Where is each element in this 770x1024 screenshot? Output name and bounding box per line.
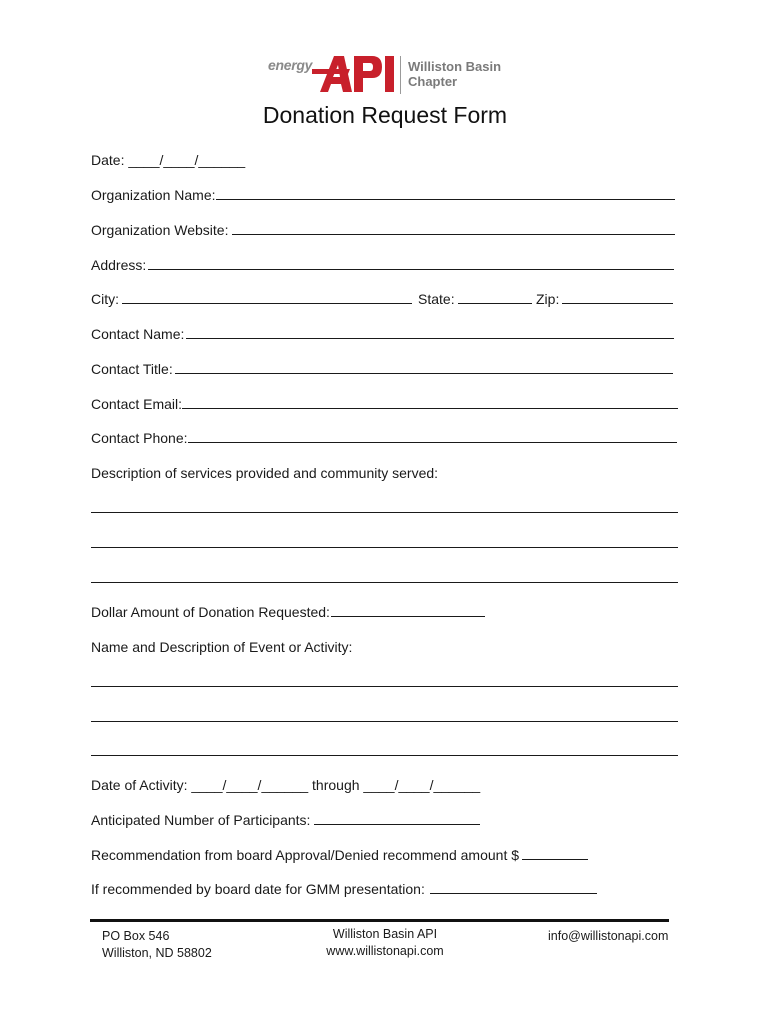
energy-api-logo [268,52,508,98]
participants-label: Anticipated Number of Participants: [91,812,311,828]
date-field[interactable]: Date: ____/____/______ [91,152,246,168]
state-label: State: [418,291,455,307]
recommend-amount-input-line[interactable] [522,859,588,860]
description-input-line[interactable] [91,547,678,548]
org-name-input-line[interactable] [216,199,675,200]
description-label: Description of services provided and community served: [91,465,439,481]
footer-address [102,928,212,962]
event-input-line[interactable] [91,686,678,687]
footer-org [300,926,470,960]
gmm-date-input-line[interactable] [430,893,597,894]
gmm-date-label: If recommended by board date for GMM presentation: [91,881,425,897]
zip-input-line[interactable] [562,303,673,304]
contact-email-label: Contact Email: [91,396,183,412]
footer-website-link[interactable]: www.willistonapi.com [326,944,444,958]
state-input-line[interactable] [458,303,532,304]
org-website-input-line[interactable] [232,234,675,235]
contact-title-input-line[interactable] [175,373,673,374]
description-input-line[interactable] [91,582,678,583]
city-label: City: [91,291,119,307]
recommendation-label: Recommendation from board Approval/Denied recommend amount $ [91,847,520,863]
event-label: Name and Description of Event or Activity: [91,639,353,655]
footer-divider [90,919,669,922]
logo-divider [400,56,401,94]
event-input-line[interactable] [91,755,678,756]
footer-city: Williston, ND 58802 [102,946,212,960]
contact-name-input-line[interactable] [186,338,674,339]
date-of-activity-field[interactable]: Date of Activity: ____/____/______ through ____/____/______ [91,777,481,793]
footer-org-name: Williston Basin API [332,927,438,941]
org-website-label: Organization Website: [91,222,229,238]
description-input-line[interactable] [91,512,678,513]
contact-title-label: Contact Title: [91,361,173,377]
participants-input-line[interactable] [314,824,480,825]
footer-email-link[interactable]: info@willistonapi.com [548,929,669,943]
event-input-line[interactable] [91,721,678,722]
logo-chapter-text [408,59,501,89]
api-logo-icon [310,52,398,96]
form-title: Donation Request Form [262,102,508,128]
logo-chapter-line2: Chapter [408,74,458,89]
address-label: Address: [91,257,147,273]
contact-phone-input-line[interactable] [188,442,677,443]
city-input-line[interactable] [122,303,412,304]
logo-energy-text: energy [268,57,313,73]
zip-label: Zip: [536,291,560,307]
footer-po-box: PO Box 546 [102,929,170,943]
dollar-amount-label: Dollar Amount of Donation Requested: [91,604,330,620]
org-name-label: Organization Name: [91,187,216,203]
logo-chapter-line1: Williston Basin [408,59,502,74]
contact-name-label: Contact Name: [91,326,185,342]
dollar-amount-input-line[interactable] [331,616,485,617]
contact-phone-label: Contact Phone: [91,430,188,446]
contact-email-input-line[interactable] [182,408,678,409]
address-input-line[interactable] [148,269,674,270]
